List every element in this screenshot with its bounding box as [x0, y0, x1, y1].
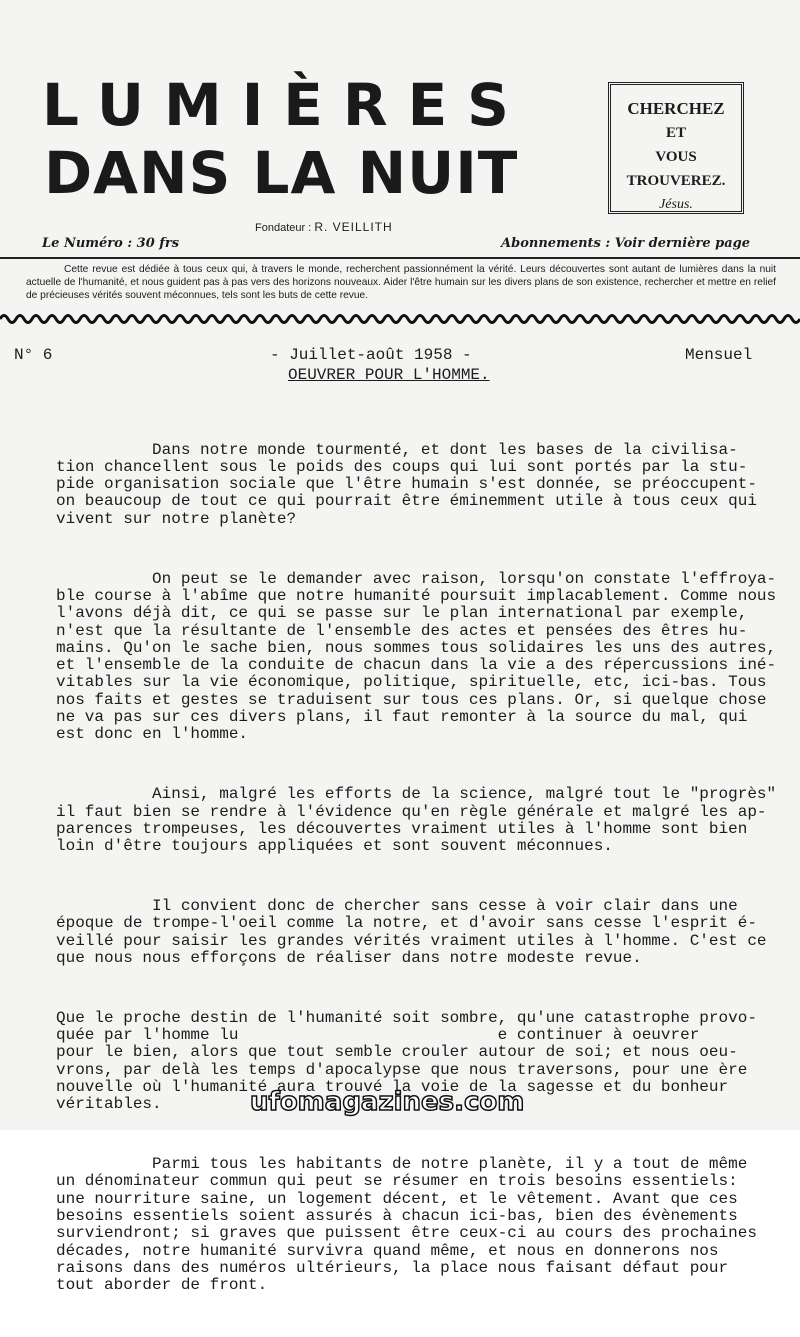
masthead-title-line2: DANS LA NUIT — [44, 139, 519, 207]
motto-line: VOUS TROUVEREZ. — [626, 149, 726, 189]
paragraph: Parmi tous les habitants de notre planète, il y a tout de même un dénominateur commun qui peut se résumer en trois besoins essentiels: une nourriture saine, un logement décent, et le vêtement. Avant que ces besoins essentiels soient assurés à chacun ici-bas, bien des évènements surviendront; si graves que puissent être ceux-ci au cours des prochaines décades, notre humanité survivra quand même, et nous en donnerons nos raisons dans des numéros ultérieurs, la place nous faisant défaut pour tout aborder de front. — [56, 1155, 757, 1295]
founder-label: Fondateur : — [255, 222, 312, 234]
paragraph: Il convient donc de chercher sans cesse à voir clair dans une époque de trompe-l'oeil comme la notre, et d'avoir sans cesse l'esprit é- veillé pour saisir les grandes vérités vraiment utiles à l'homme. C'est ce que nous nous efforçons de réaliser dans notre modeste revue. — [56, 897, 767, 967]
paragraph: Ainsi, malgré les efforts de la science, malgré tout le "progrès" il faut bien se rendre à l'évidence qu'en règle générale et malgré les ap- parences trompeuses, les découvertes vraiment utiles à l'homme sont bien loin d'être toujours appliquées et sont souvent méconnues. — [56, 785, 777, 856]
issue-header — [0, 346, 800, 386]
motto-line: ET — [665, 125, 686, 141]
issue-number: N° 6 — [14, 346, 53, 364]
founder-name: R. VEILLITH — [314, 220, 393, 234]
article-body — [56, 407, 796, 1337]
paragraph: On peut se le demander avec raison, lorsqu'on constate l'effroya- ble course à l'abîme que notre humanité poursuit implacablement. Comme nous l'avons déjà dit, ce qui se passe sur le plan international par exemple, n'est que la résultante de l'ensemble des actes et pensées des êtres hu- mains. Qu'on le sache bien, nous sommes tous solidaires les uns des autres, et l'ensemble de la conduite de chacun dans la vie a des répercussions iné- vitables sur la vie économique, politique, spirituelle, etc, ici-bas. Tous nos faits et gestes se traduisent sur tous ces plans. Or, si quelque chose ne va pas sur ces divers plans, il faut remonter à la source du mal, qui est donc en l'homme. — [56, 569, 777, 744]
wavy-divider — [0, 312, 800, 326]
motto-attribution: Jésus. — [659, 197, 693, 212]
issue-date: - Juillet-août 1958 - — [270, 346, 472, 364]
founder — [255, 221, 393, 235]
watermark: ufomagazines.com — [250, 1087, 525, 1117]
article-title: OEUVRER POUR L'HOMME. — [288, 366, 490, 384]
paragraph: Dans notre monde tourmenté, et dont les bases de la civilisa- tion chancellent sous le poids des coups qui lui sont portés par la stu- pide organisation sociale que l'être humain s'est donnée, se préoccupent- on beaucoup de tout ce qui pourrait être éminemment utile à tous ceux qui vivent sur notre planète? — [56, 440, 757, 528]
issue-price: Le Numéro : 30 frs — [42, 236, 180, 251]
issue-frequency: Mensuel — [685, 346, 753, 364]
motto-line: CHERCHEZ — [627, 99, 725, 118]
paragraph: Que le proche destin de l'humanité soit sombre, qu'une catastrophe provo- quée par l'homme lu e continuer à oeuvrer pour le bien, alors que tout semble crouler autour de soi; et nous oeu- vrons, par delà les temps d'apocalypse que nous traversons, pour une ère nouvelle où l'humanité aura trouvé la voie de la sagesse et du bonheur véritables. — [56, 1008, 757, 1114]
header-rule — [0, 257, 800, 259]
motto-box — [608, 82, 744, 214]
mission-statement: Cette revue est dédiée à tous ceux qui, à travers le monde, recherchent passionnément la vérité. Leurs découvertes sont autant de lumières dans la nuit actuelle de l'humanité, et nous guident pas à pas vers des horizons nouveaux. Aider l'être humain sur les divers plans de son existence, rechercher et mettre en relief de précieuses vérités souvent méconnues, tels sont les buts de cette revue. — [26, 264, 776, 301]
subscriptions-note: Abonnements : Voir dernière page — [501, 236, 750, 251]
masthead-title-line1: LUMIÈRES — [42, 71, 529, 139]
